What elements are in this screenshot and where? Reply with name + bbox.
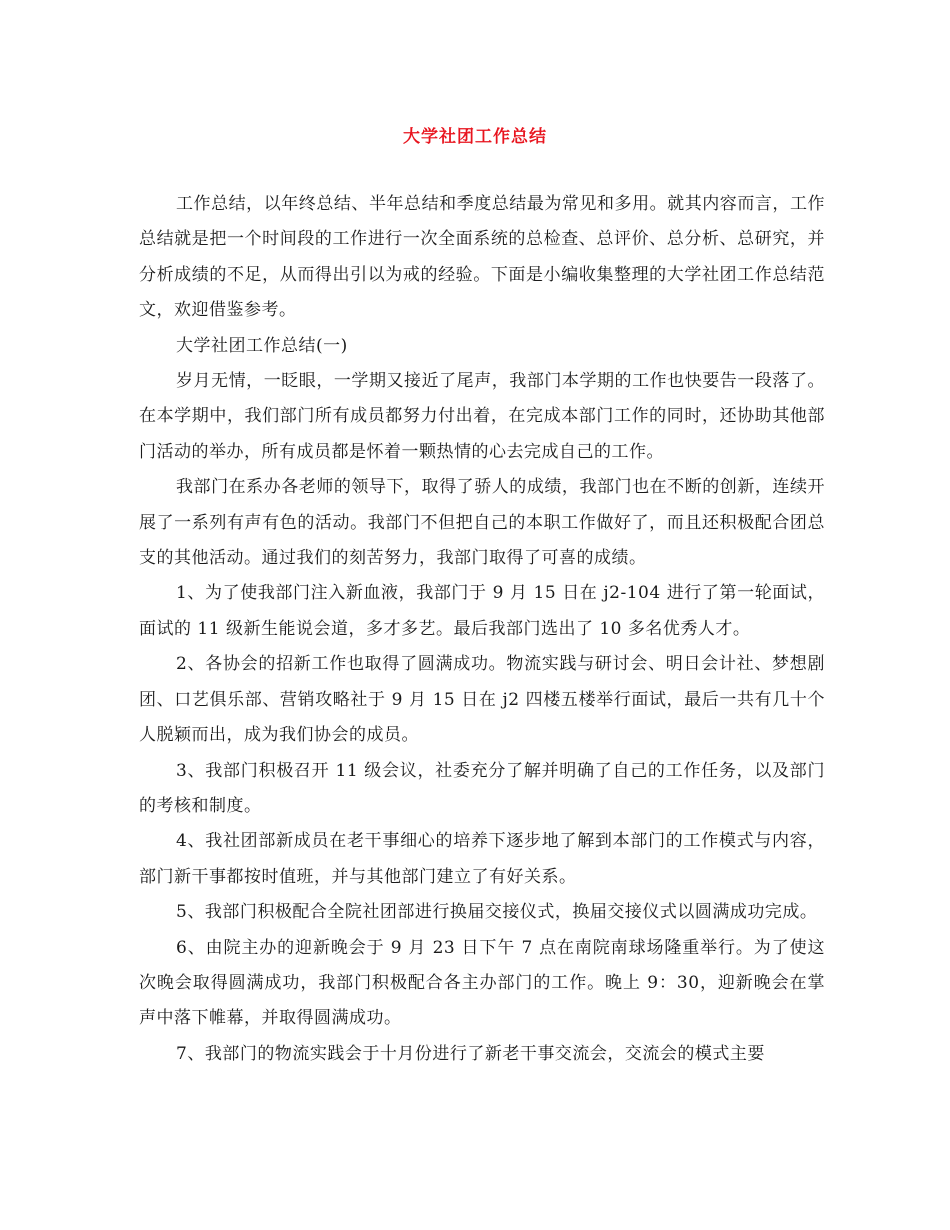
- intro-paragraph: 工作总结，以年终总结、半年总结和季度总结最为常见和多用。就其内容而言，工作总结就是把一个时间段的工作进行一次全面系统的总检查、总评价、总分析、总研究，并分析成绩的不足，从而得出引以为戒的经验。下面是小编收集整理的大学社团工作总结范文，欢迎借鉴参考。: [139, 194, 825, 321]
- document-title: 大学社团工作总结: [403, 127, 547, 147]
- list-item: 6、由院主办的迎新晚会于 9 月 23 日下午 7 点在南院南球场隆重举行。为了使这次晚会取得圆满成功，我部门积极配合各主办部门的工作。晚上 9：30，迎新晚会在掌声中落下帷幕，并取得圆满成功。: [139, 937, 825, 1029]
- list-item: 4、我社团部新成员在老干事细心的培养下逐步地了解到本部门的工作模式与内容，部门新干事都按时值班，并与其他部门建立了有好关系。: [139, 831, 825, 887]
- document-body: [139, 187, 825, 1072]
- list-item: 1、为了使我部门注入新血液，我部门于 9 月 15 日在 j2-104 进行了第一轮面试，面试的 11 级新生能说会道，多才多艺。最后我部门选出了 10 多名优秀人才。: [139, 583, 825, 639]
- body-paragraph: 我部门在系办各老师的领导下，取得了骄人的成绩，我部门也在不断的创新，连续开展了一系列有声有色的活动。我部门不但把自己的本职工作做好了，而且还积极配合团总支的其他活动。通过我们的刻苦努力，我部门取得了可喜的成绩。: [139, 477, 825, 569]
- list-item: 7、我部门的物流实践会于十月份进行了新老干事交流会，交流会的模式主要: [176, 1043, 765, 1064]
- list-item: 5、我部门积极配合全院社团部进行换届交接仪式，换届交接仪式以圆满成功完成。: [176, 902, 818, 923]
- list-item: 2、各协会的招新工作也取得了圆满成功。物流实践与研讨会、明日会计社、梦想剧团、口艺俱乐部、营销攻略社于 9 月 15 日在 j2 四楼五楼举行面试，最后一共有几十个人脱颖而出，成为我们协会的成员。: [139, 654, 825, 746]
- list-item: 3、我部门积极召开 11 级会议，社委充分了解并明确了自己的工作任务，以及部门的考核和制度。: [139, 760, 825, 816]
- section-heading: 大学社团工作总结(一): [176, 335, 348, 356]
- body-paragraph: 岁月无情，一眨眼，一学期又接近了尾声，我部门本学期的工作也快要告一段落了。在本学期中，我们部门所有成员都努力付出着，在完成本部门工作的同时，还协助其他部门活动的举办，所有成员都是怀着一颗热情的心去完成自己的工作。: [139, 371, 825, 462]
